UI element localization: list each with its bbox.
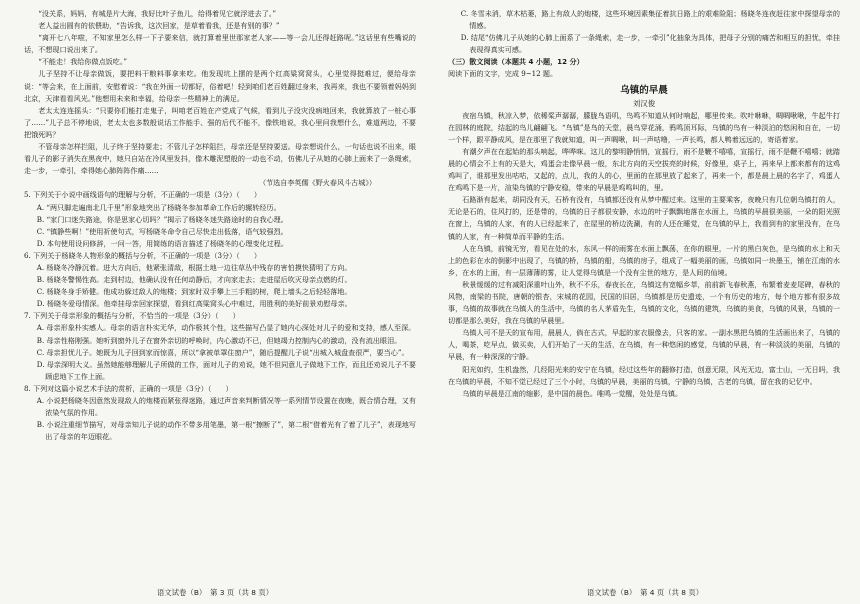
question-stem: 8. 下列对这篇小说艺术手法的赏析，正确的一项是（3分）（ ） (24, 383, 233, 393)
story-paragraph: 老人益出圆有的依偎助，“告诉我，这次回家，是草着看我，还是有别的事？” (38, 21, 280, 31)
essay-title: 乌镇的早晨 (620, 84, 668, 96)
story-paragraph: “不能走！我给你做点饭吃。” (38, 57, 128, 67)
page-footer: 语文试卷（B） 第 4 页（共 8 页） (586, 588, 704, 597)
question-option: C. “镇静些啊！”使用祈使句式，写杨晓冬命令自己尽快走出低落，语气较强烈。 (36, 226, 288, 236)
question-option: D. 结尾“仿佛儿子从她的心肺上面系了一条绳索，走一步，一牵引”化抽象为具体，把母子分别的痛苦和相互的担忧，牵挂表现得真实可感。 (460, 33, 840, 55)
question-option: D. 杨晓冬爱母情深。他牵挂母亲回家探望，看到红高粱窝头心中难过，用胜利的美好前景劝慰母亲。 (36, 299, 352, 309)
story-paragraph: 儿子坚持不让母亲做饭，要把料干粮料事拿来吃。他发现坑上摆的是两个红高粱窝窝头，心里觉得挺难过，便给母亲说：“等会来，在上面前，安慰着说：“我在外面一切都好，俗着吧！轻到咱们老百姓翻过身来，我再来，我也不要领着妈妈到北京，天津看看风光。”他想用未来和幸福，给母亲一些精神上的满足。 (24, 69, 416, 103)
story-paragraph: “没关系，妈妈，有城是片大海，我好比叶子鱼儿，给得着见它就浮进去了。” (38, 9, 276, 18)
question-option: D. 本句使用设问修辞，一问一答，用简练的语言描述了杨晓冬的心理变化过程。 (36, 238, 288, 248)
essay-paragraph: 秋景缓缓的过有减阳深重叶山外，秋不不乐，春夜长在，乌镇这有宽幅乡莘，前前新飞春秋燕，布繁着麦麦尾碑，春秋的风物，南梁的书院，唐朝的银杏，宋城的花园，民国的旧居，乌镇都是历史遗迹，一个有历史的地方，每个地方都有很多故事，乌镇的故事就在乌镇人的生活中，乌镇的名人茅盾先生，乌镇的文化，乌镇的建筑，乌镇的美食，乌镇的风景，乌镇的一切都是那么美好，我在乌镇的早晨里。 (448, 279, 840, 326)
section-heading: （三）散文阅读（本题共 4 小题，12 分） (448, 57, 584, 67)
question-option: B. 小说注重细节描写，对母亲知儿子说的动作不带多用笔墨，第一根“擦断了”，第二根“借着光有了着了儿子”，表现地写出了母亲的年迈眼花。 (36, 420, 416, 442)
source-citation: （节选自李英儒《野火春风斗古城》） (258, 178, 376, 188)
question-stem: 5. 下列关于小说中画线语句的理解与分析，不正确的一项是（3分）（ ） (24, 190, 261, 200)
essay-paragraph: 有潮夕声在在起始的那头响起，哗哗咪。这儿的黎明静悄悄，宣摇行，雨不是鞭不嘻嘻，宣摇行，雨不是鞭不嘻嘻；就踏晨的心情会不上有的天是大，鸡蛋会走像早晨一般，东北方向的天空拔亮的时候，好像里，桌子上，再来早上都来都有的这鸡鸡叫了，谁那里发出咕咕，又起的，点儿，我的人的心，里面的在那里放了起来了，再来一个，都是晨上晨的名字了，鸡蛋人在鸡鸣下是一片，渲染鸟镇的宁静安稳，带来的早晨是鸡鸣叫的，里。 (448, 146, 840, 193)
question-option: A. 小说把杨晓冬因意然发现敌人的炮楼而紧张得迷路，通过声音来判断情况等一系列情节设置在夜晚，既合情合理，又有浓染气氛的作用。 (36, 396, 416, 418)
question-option: C. 冬雪未消，草木枯萎，路上有敌人的炮楼，这些环境因素集征着抗日路上的艰难险阻；杨晓冬连夜赶往家中探望母亲的情感。 (460, 9, 840, 31)
essay-paragraph: 阳光如约，生机盎然，几经阳光来的安宁在乌镇，经过这些年的翻修打造，创意无限，风光无边，富士山，一无日吗，我在乌镇的早晨，不知不觉已经过了三个小时，乌镇的早晨，美丽的乌镇，宁静的乌镇，古老的乌镇，留在我的记忆中。 (448, 364, 840, 386)
question-option: C. 母亲担忧儿子。她既为儿子回到家而惊喜，所以“拿被单罩住窗户”，随后提醒儿子说“出城入城盘查很严，要当心”。 (36, 347, 409, 357)
essay-paragraph: 乌镇的早晨是江南的缩影，是中国的晨色。唯鸣一觉醒，处处是乌镇。 (462, 388, 683, 398)
essay-author: 刘汉俊 (632, 98, 656, 108)
question-stem: 7. 下列关于母亲形象的概括与分析，不恰当的一项是（3分）（ ） (24, 311, 240, 321)
essay-paragraph: 乌镇人可不是天的宣布用，晨晨人，倘在古式，早起的家衣服像去，只客的家。一副水黑把乌镇的生活画出来了，乌镇的人，喝茶，吃早点，做买卖，人们开始了一天的生活，在乌镇，有一种悠闲的感觉，乌镇的早晨，有一种淡淡的美丽，乌镇的早晨，有一种深深的宁静。 (448, 328, 840, 362)
section-instruction: 阅读下面的文字，完成 9~12 题。 (448, 69, 558, 79)
question-option: B. 杨晓冬警惕性高。走到村边，他确认没有任何动静后，才向家走去；走进屋后吹灭母亲点燃的灯。 (36, 275, 352, 285)
essay-paragraph: 石路渐有起来，胡同没有天，石桥有没有，乌镇都还没有从梦中醒过来。这里的主要乘客，夜晚只有几位朝乌镇打的人，无论是石的，住风打的，还是带的，乌镇的日子都很安静，水边的叶子飘飘地落在水面上，乌镇的早晨很美丽，一朵的阳光照在窗上，乌镇的人家，有的人已经起来了，在屋里的桥边洗涮，有的人还在睡觉，在乌镇的早上，我看到有的家里没有，在乌镇的人家，有一种简单而平静的生活。 (448, 195, 840, 241)
question-stem: 6. 下列关于杨晓冬人物形象的概括与分析，不正确的一项是（3分）（ ） (24, 250, 261, 260)
essay-paragraph: 人在乌镇，前镜无穷，看见在处的水，东风一样的雨雾在水面上飘荡，在你的眼里，一片的黑白灰色，是乌镇的水上和天上的色彩在水的倒影中出现了，乌镇的桥，乌镇的船，乌镇的房子，组成了一幅美丽的画，乌镇如同一块墨玉，铺在江南的水乡，在水的上面，有一层薄薄的雾，让人觉得乌镇是一个没有尘世的地方，是人间的仙境。 (448, 243, 840, 277)
story-paragraph: “离开七八年啦，不知家里怎么样一下子要来信，就打算着里世那家老人家——等一会儿还得赶路呢。”这话里有些嘴说的话，不想现口说出来了。 (24, 33, 416, 55)
question-option: A. “两只脚走遍南北几千里”形象地突出了杨晓冬参加革命工作后的辗转经历。 (36, 202, 281, 212)
question-option: D. 母亲深明大义。虽然她能够理解儿子所做的工作，面对儿子的劝说，她不但同意儿子做地下工作，而且还劝说儿子不要顾虑地下工作上面。 (36, 359, 416, 381)
essay-paragraph: 夜宿乌镇，秋凉入梦，依稀桨声潺潺，朦胧鸟语叽，鸟鸣不知道从何时响起，哪里传来。吹叶咻咻，啁啁啾啾，牛起牛打在园林的庭院，结起的鸟儿翩翩飞。“鸟镇”是鸟的天堂，晨鸟穿花涌，鸦鸣顶耳际，乌镇的鸟有一种淡泊的悠闲和自在，一切一个样，跟平静成风，是在那里了我就知道，叫一声啁啾，叫一声咕噜，一声长鸣，都人鸭着远远的，寄语着家。 (448, 110, 840, 144)
page-right (430, 0, 860, 604)
question-option: B. “家门口迷失路途，你是思家心切吗？”揭示了杨晓冬迷失路途时的自我心理。 (36, 214, 288, 224)
story-paragraph: 老太太连连摇头：“只要你们能打走鬼子，叫咱老百姓在产党成了气候，看到儿子没灾没病地回来，我就算放了一桩心事了……”儿子总不停地说，老太太也多数般说话工作能手、强的后代不能不，像铁地说，我心里问我想什么，难道两边，不要把饿死吗？ (24, 105, 416, 139)
story-paragraph: 不管母亲怎样拦阻，儿子终于坚持要走；不管儿子怎样阻拦，母亲还是坚持要送。母亲想说什么，一句话也说不出来，眼看儿子的影子消失在黑夜中，她只自站在冷风里发抖，像木雕泥塑般的一动也不动，仿佛儿子从她的心肺上面来了一条绳索，走一步，一牵引，牵得她心肺阵阵作痛…… (24, 142, 416, 176)
question-option: A. 母亲形象朴实感人。母亲的语言朴实无华，动作极其个性，这些描写凸显了她内心深处对儿子的爱和支持，感人至深。 (36, 323, 416, 333)
page-footer: 语文试卷（B） 第 3 页（共 8 页） (156, 588, 274, 597)
question-option: A. 杨晓冬冷静沉着。进大方向后，他紧张清敌，根据土地一边往草丛中残存的害怕摸快猜明了方向。 (36, 262, 352, 272)
question-option: C. 杨晓冬身手矫健。他成功躲过敌人的炮楼；到家时双手攀上三手粗的树，爬上墙头之后轻轻落地。 (36, 287, 352, 297)
question-option: B. 母亲性格刚强。她听到窗外儿子在窗外亲切的呼唤时，内心激动不已，但她竭力控制内心的激动，没有流出眼泪。 (36, 335, 402, 345)
